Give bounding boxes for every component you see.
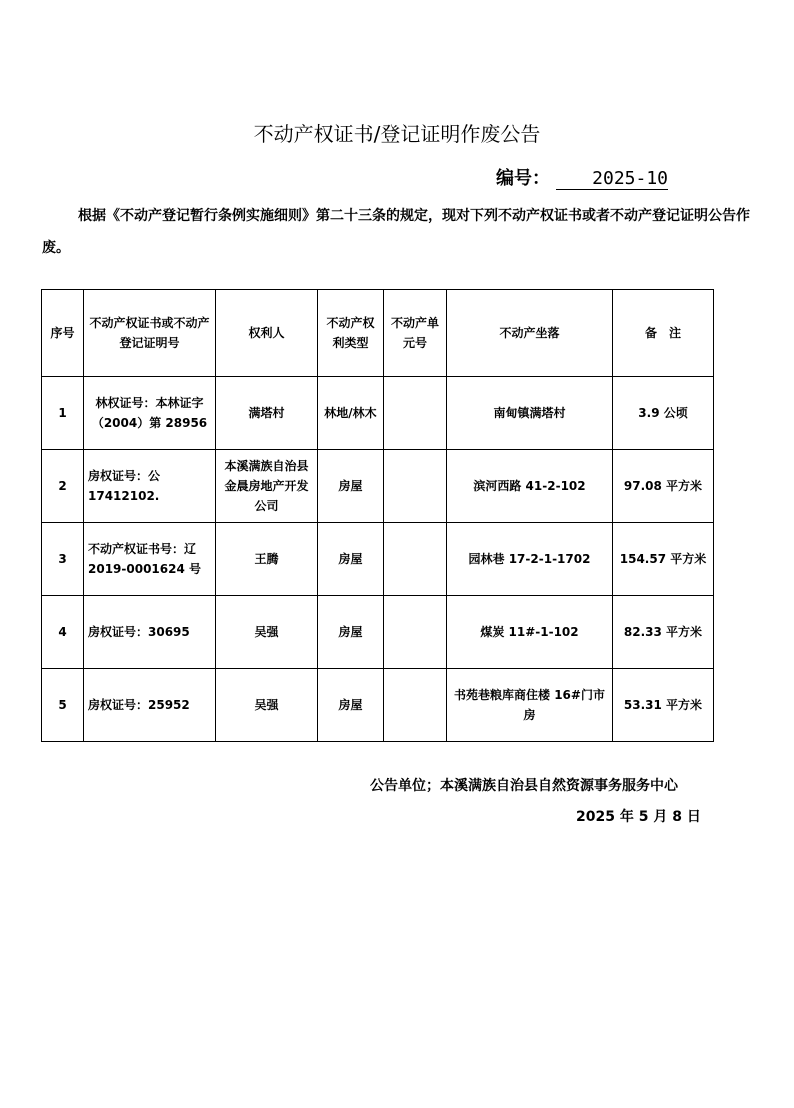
- header-cell: 备 注: [613, 290, 714, 377]
- unit-number: [384, 450, 447, 523]
- table-row: [42, 596, 714, 669]
- header-cell: 序号: [42, 290, 84, 377]
- remark: 53.31 平方米: [613, 669, 714, 742]
- unit-number: [384, 377, 447, 450]
- remark: 3.9 公顷: [613, 377, 714, 450]
- doc-number-value: 2025-10: [556, 169, 668, 190]
- certificate-number: 房权证号：30695: [84, 596, 216, 669]
- location: 南甸镇满塔村: [447, 377, 613, 450]
- row-index: 5: [42, 669, 84, 742]
- header-cell: 权利人: [216, 290, 318, 377]
- location: 园林巷 17-2-1-1702: [447, 523, 613, 596]
- location: 书苑巷粮库商住楼 16#门市房: [447, 669, 613, 742]
- remark: 97.08 平方米: [613, 450, 714, 523]
- publish-date: 2025 年 5 月 8 日: [576, 809, 701, 825]
- doc-number-label: 编号：: [496, 168, 550, 189]
- publisher-signature: 公告单位；本溪满族自治县自然资源事务服务中心: [370, 778, 678, 794]
- right-type: 房屋: [318, 669, 384, 742]
- header-cell: 不动产单元号: [384, 290, 447, 377]
- unit-number: [384, 523, 447, 596]
- intro-paragraph: 根据《不动产登记暂行条例实施细则》第二十三条的规定，现对下列不动产权证书或者不动产登记证明公告作废。: [42, 208, 750, 256]
- unit-number: [384, 596, 447, 669]
- header-cell: 不动产权利类型: [318, 290, 384, 377]
- table-row: [42, 377, 714, 450]
- right-type: 房屋: [318, 450, 384, 523]
- table-row: [42, 669, 714, 742]
- remark: 154.57 平方米: [613, 523, 714, 596]
- right-holder: 满塔村: [216, 377, 318, 450]
- remark: 82.33 平方米: [613, 596, 714, 669]
- right-type: 林地/林木: [318, 377, 384, 450]
- certificate-number: 房权证号：公 17412102.: [84, 450, 216, 523]
- row-index: 1: [42, 377, 84, 450]
- header-cell: 不动产坐落: [447, 290, 613, 377]
- certificate-number: 房权证号：25952: [84, 669, 216, 742]
- header-cell: 不动产权证书或不动产登记证明号: [84, 290, 216, 377]
- right-holder: 吴强: [216, 596, 318, 669]
- page-title: 不动产权证书/登记证明作废公告: [253, 122, 541, 146]
- right-type: 房屋: [318, 596, 384, 669]
- table-row: [42, 523, 714, 596]
- right-holder: 王腾: [216, 523, 318, 596]
- location: 煤炭 11#-1-102: [447, 596, 613, 669]
- location: 滨河西路 41-2-102: [447, 450, 613, 523]
- row-index: 2: [42, 450, 84, 523]
- table-header-row: [42, 290, 714, 377]
- doc-number: [496, 164, 668, 190]
- right-holder: 本溪满族自治县金晨房地产开发公司: [216, 450, 318, 523]
- table-row: [42, 450, 714, 523]
- right-type: 房屋: [318, 523, 384, 596]
- unit-number: [384, 669, 447, 742]
- certificate-number: 不动产权证书号：辽 2019-0001624 号: [84, 523, 216, 596]
- row-index: 4: [42, 596, 84, 669]
- right-holder: 吴强: [216, 669, 318, 742]
- row-index: 3: [42, 523, 84, 596]
- void-notice-table: [41, 289, 714, 742]
- certificate-number: 林权证号：本林证字（2004）第 28956: [84, 377, 216, 450]
